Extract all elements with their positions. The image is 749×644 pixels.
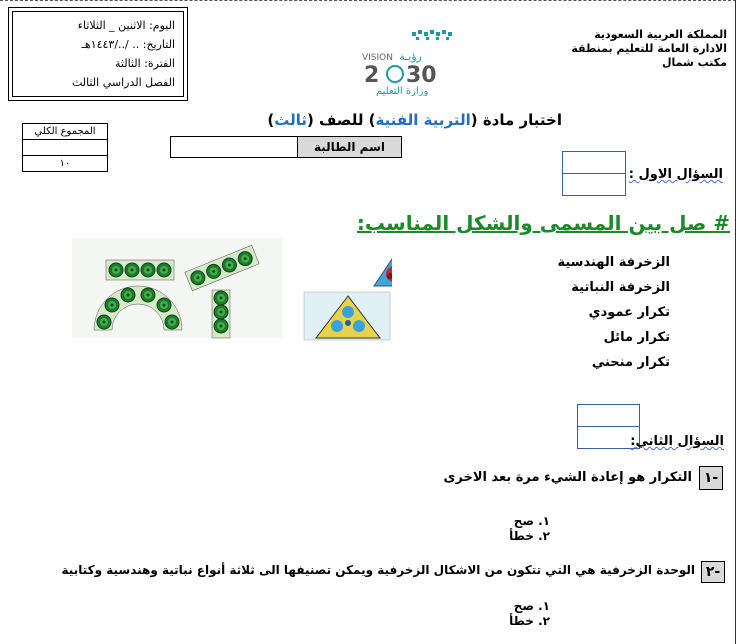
exam-info-box (8, 7, 188, 101)
statement-number: ١- (699, 466, 723, 490)
total-score-box (22, 123, 108, 172)
logo-year-right: 30 (406, 63, 437, 88)
option-true[interactable]: ١. صح (513, 514, 550, 528)
total-label: المجموع الكلي (23, 124, 107, 140)
exam-day: اليوم: الاثنين _ الثلاثاء (77, 19, 175, 32)
title-prefix: اختبار مادة ( (470, 111, 562, 129)
student-name-field[interactable] (171, 137, 297, 157)
page-top-border (0, 0, 736, 2)
logo-arabic-vision: رؤيـة (399, 50, 422, 63)
q1-score-cell[interactable] (563, 152, 625, 174)
option-true[interactable]: ١. صح (513, 599, 550, 613)
horizontal-repeat-figure[interactable] (106, 260, 174, 280)
title-grade: ثالث (274, 111, 307, 129)
total-max: ١٠ (59, 158, 71, 169)
statement-text: التكرار هو إعادة الشيء مرة بعد الاخرى (443, 470, 692, 485)
q1-label: السؤال الاول : (628, 167, 723, 182)
option-false[interactable]: ٢. خطأ (509, 614, 550, 628)
vision-2030-logo (360, 26, 460, 96)
exam-period: الفترة: الثالثة (115, 57, 175, 70)
school-header (527, 28, 727, 70)
geometric-decoration-figure[interactable] (304, 292, 390, 340)
q1-instruction: # صل بين المسمى والشكل المناسب: (356, 211, 730, 235)
header-line: مكتب شمال (661, 56, 727, 69)
title-subject: التربية الفنية (375, 111, 471, 129)
total-score-field[interactable] (23, 140, 107, 156)
page-right-border (735, 0, 737, 644)
floral-decoration-figure[interactable] (374, 256, 392, 286)
title-middle: ) للصف ( (306, 111, 376, 129)
term-item[interactable]: تكرار مائل (603, 330, 670, 345)
header-line: المملكة العربية السعودية (594, 28, 727, 41)
student-name-label: اسم الطالبة (297, 137, 401, 157)
student-name-row (170, 136, 402, 158)
option-false[interactable]: ٢. خطأ (509, 529, 550, 543)
term-item[interactable]: الزخرفة النباتية (571, 280, 670, 295)
exam-title (267, 111, 562, 129)
title-suffix: ) (267, 111, 275, 129)
term-item[interactable]: تكرار منحني (591, 355, 670, 370)
exam-semester: الفصل الدراسي الثالث (71, 76, 175, 89)
q1-score-box[interactable] (562, 151, 626, 196)
logo-year-left: 2 (364, 63, 380, 88)
q1-terms-list (545, 250, 670, 375)
q1-max-cell (563, 174, 625, 195)
q2-score-cell[interactable] (578, 405, 639, 427)
vertical-repeat-figure[interactable] (212, 290, 230, 338)
statement-options (470, 514, 550, 544)
header-line: الادارة العامة للتعليم بمنطقة (571, 42, 727, 55)
term-item[interactable]: تكرار عمودي (588, 305, 670, 320)
logo-ministry: وزارة التعليم (376, 86, 429, 96)
statement-text: الوحدة الزخرفية هي التي تتكون من الاشكال الزخرفية ويمكن تصنيفها الى ثلاثة أنواع نباتية وهندسية وكتابية (61, 563, 695, 577)
term-item[interactable]: الزخرفة الهندسية (557, 255, 670, 270)
exam-date: التاريخ: .. /../١٤٤٣هـ (81, 38, 175, 51)
q2-label: السؤال الثاني: (630, 434, 724, 449)
statement-number: ٢- (701, 561, 725, 583)
statement-options (470, 599, 550, 629)
logo-vision-text: VISION (362, 53, 393, 63)
q1-figures (72, 238, 392, 342)
